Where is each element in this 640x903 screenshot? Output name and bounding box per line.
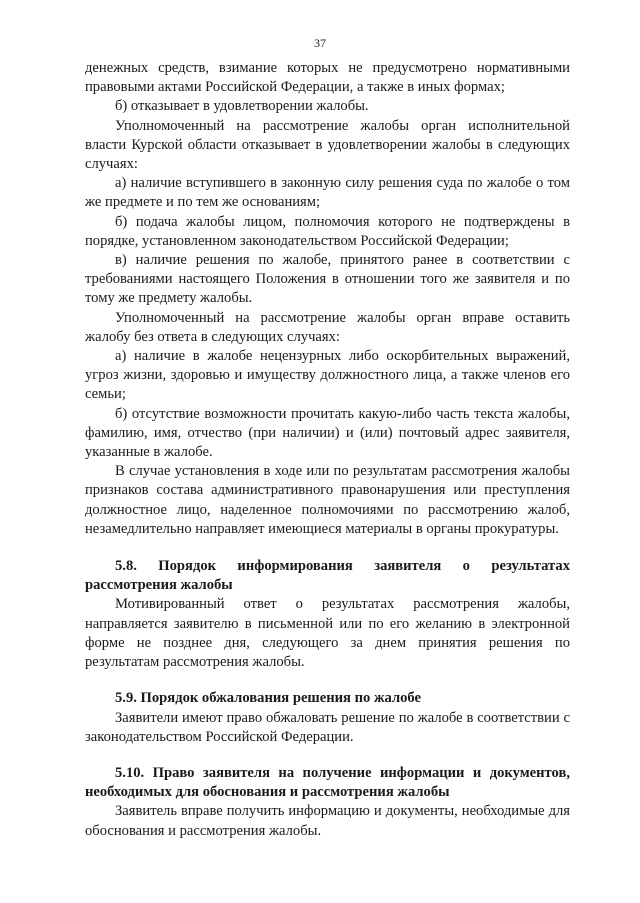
page-number: 37 (314, 36, 326, 50)
section-heading-5-9: 5.9. Порядок обжалования решения по жалобе (115, 690, 422, 707)
paragraph: б) отказывает в удовлетворении жалобы. (115, 98, 369, 115)
section-spacer (85, 747, 570, 764)
section-text-5-10: Заявитель вправе получить информацию и документы, необходимые для обоснования и рассмотрения жалобы. (85, 803, 570, 839)
section-text-5-9: Заявители имеют право обжаловать решение по жалобе в соответствии с законодательством Российской Федерации. (85, 709, 570, 745)
page-body (85, 59, 570, 841)
paragraph: а) наличие вступившего в законную силу решения суда по жалобе о том же предмете и по тем же основаниям; (85, 175, 570, 211)
paragraph: Уполномоченный на рассмотрение жалобы орган вправе оставить жалобу без ответа в следующих случаях: (85, 309, 570, 345)
paragraph: б) подача жалобы лицом, полномочия которого не подтверждены в порядке, установленном законодательством Российской Федерации; (85, 213, 570, 249)
section-spacer (85, 672, 570, 689)
section-heading-5-10: 5.10. Право заявителя на получение информации и документов, необходимых для обоснования и рассмотрения жалобы (85, 764, 570, 801)
section-text-5-8: Мотивированный ответ о результатах рассмотрения жалобы, направляется заявителю в письменной или по его желанию в электронной форме не позднее дня, следующего за днем принятия решения по результатам рассмотрения жалобы. (85, 596, 570, 671)
paragraph: а) наличие в жалобе нецензурных либо оскорбительных выражений, угроз жизни, здоровью и имуществу должностного лица, а также членов его семьи; (85, 348, 570, 403)
section-heading-5-8: 5.8. Порядок информирования заявителя о результатах рассмотрения жалобы (85, 558, 570, 594)
paragraph: В случае установления в ходе или по результатам рассмотрения жалобы признаков состава административного правонарушения или преступления должностное лицо, наделенное полномочиями по рассмотрению жалоб, незамедлительно направляет имеющиеся материалы в органы прокуратуры. (85, 463, 570, 537)
paragraph: денежных средств, взимание которых не предусмотрено нормативными правовыми актами Российской Федерации, а также в иных формах; (85, 60, 570, 96)
section-spacer (85, 539, 570, 557)
paragraph: Уполномоченный на рассмотрение жалобы орган исполнительной власти Курской области отказывает в удовлетворении жалобы в следующих случаях: (85, 117, 570, 173)
paragraph: б) отсутствие возможности прочитать какую-либо часть текста жалобы, фамилию, имя, отчество (при наличии) и (или) почтовый адрес заявителя, указанные в жалобе. (85, 405, 570, 461)
paragraph: в) наличие решения по жалобе, принятого ранее в соответствии с требованиями настоящего Положения в отношении того же заявителя и по тому же предмету жалобы. (85, 252, 570, 307)
